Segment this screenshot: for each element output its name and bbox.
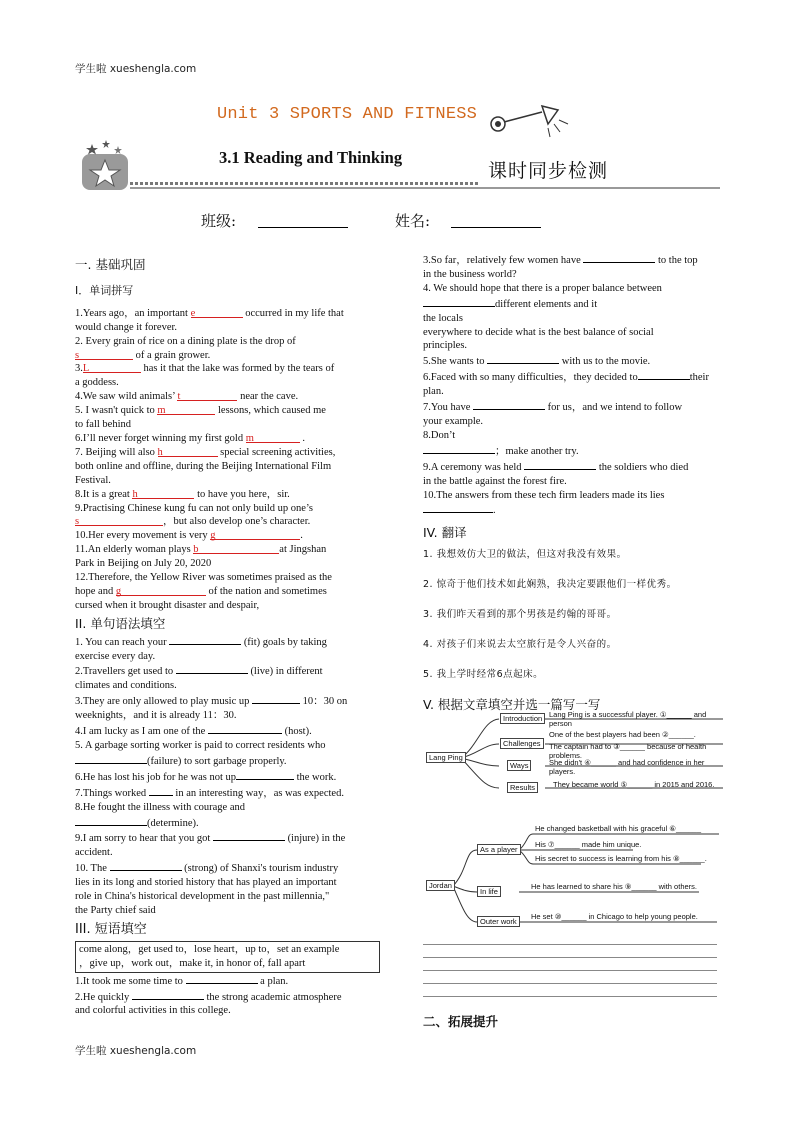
- answer-blank[interactable]: [193, 543, 279, 554]
- item-text: principles.: [423, 340, 468, 352]
- item-text: 9.A ceremony was held: [423, 461, 525, 473]
- exercise-item: [423, 353, 723, 369]
- item-text: 3.: [75, 363, 83, 375]
- answer-blank[interactable]: [75, 753, 147, 764]
- item-text: ，but also develop one’s character.: [163, 516, 311, 528]
- mind-map-lang-ping: [423, 706, 723, 802]
- answer-blank[interactable]: [638, 369, 690, 380]
- item-text: (strong) of Shanxi's tourism industry: [181, 863, 339, 875]
- answer-blank[interactable]: [75, 349, 133, 360]
- item-text: 8.He fought the illness with courage and: [75, 801, 245, 813]
- site-footer: 学生啦 xueshengla.com: [75, 1045, 197, 1057]
- item-text: the work.: [293, 771, 337, 783]
- exercise-item: [75, 801, 378, 831]
- exercise-item: [75, 785, 378, 801]
- exercise-item: [75, 634, 378, 664]
- exercise-item: [75, 769, 378, 785]
- item-text: ；make another try.: [495, 445, 579, 457]
- spelling-item: [75, 432, 378, 446]
- item-text: would change it forever.: [75, 321, 178, 333]
- item-text: 8.It is a great: [75, 488, 133, 500]
- exercise-item: [423, 489, 723, 519]
- spelling-item: [75, 571, 378, 613]
- map-center: Lang Ping: [426, 752, 466, 763]
- item-text: occurred in my life that: [242, 307, 344, 319]
- map-node: Outer work: [477, 916, 520, 927]
- item-text: role in China's historical development in the past millennia,": [75, 891, 330, 903]
- map-text: His ⑦______ made him unique.: [535, 840, 642, 849]
- item-text: climates and conditions.: [75, 680, 177, 692]
- item-text: their plan.: [423, 372, 709, 398]
- map-text: They became world ⑤______ in 2015 and 2016.: [553, 780, 715, 789]
- item-text: the Party chief said: [75, 904, 156, 916]
- item-text: with us to the movie.: [559, 356, 651, 368]
- item-text: at Jingshan: [279, 544, 327, 556]
- item-text: hope and: [75, 585, 116, 597]
- item-text: 11.An elderly woman plays: [75, 544, 194, 556]
- item-text: (injure) in the: [284, 833, 346, 845]
- item-text: 10. The: [75, 863, 110, 875]
- lesson-banner: [78, 96, 720, 196]
- exercise-item: [423, 369, 723, 399]
- answer-blank[interactable]: [423, 296, 495, 307]
- map-text: He has learned to share his ⑨______ with others.: [531, 882, 697, 891]
- lamp-icon: [486, 102, 572, 142]
- spelling-item: [75, 488, 378, 502]
- answer-blank[interactable]: [176, 663, 248, 674]
- stamp-title: 课时同步检测: [488, 160, 609, 182]
- item-text: 10：30 on: [300, 696, 348, 708]
- spelling-item: [75, 307, 378, 335]
- item-text: to have you here，sir.: [194, 488, 290, 500]
- answer-blank[interactable]: [158, 446, 218, 457]
- answer-initial: L: [82, 363, 90, 375]
- map-text: She didn't ④______ and had confidence in her players.: [549, 758, 705, 776]
- item-text: 7.Things worked: [75, 787, 149, 799]
- star-badge-icon: [78, 140, 134, 192]
- answer-initial: e: [190, 307, 196, 319]
- item-text: 7. Beijing will also: [75, 446, 158, 458]
- item-text: lessons, which caused me: [215, 405, 326, 417]
- item-text: everywhere to decide what is the best balance of social: [423, 326, 654, 338]
- spelling-item: [75, 446, 378, 488]
- item-text: weeknights，and it is already 11：30.: [75, 710, 237, 722]
- exercise-item: [75, 693, 378, 723]
- answer-blank[interactable]: [213, 830, 285, 841]
- item-text: a goddess.: [75, 377, 119, 389]
- answer-blank[interactable]: [186, 973, 258, 984]
- answer-initial: h: [157, 446, 163, 458]
- item-text: .: [300, 530, 303, 542]
- item-text: in an interesting way，as was expected.: [172, 787, 344, 799]
- item-text: special screening activities,: [217, 446, 336, 458]
- translation-list: [423, 548, 723, 682]
- answer-blank[interactable]: [423, 443, 495, 454]
- name-label: 姓名:: [395, 212, 431, 230]
- phrase-box: [75, 941, 380, 973]
- item-text: (host).: [281, 726, 312, 738]
- map-text: He set ⑩______ in Chicago to help young people.: [531, 912, 698, 921]
- item-text: to fall behind: [75, 419, 131, 431]
- item-text: near the cave.: [237, 391, 299, 403]
- name-field[interactable]: [451, 227, 541, 228]
- map-text: Lang Ping is a successful player. ①______ and person: [549, 710, 707, 728]
- item-text: both online and offline, during the Beijing International Film: [75, 460, 332, 472]
- part5-title: V. 根据文章填空并选一篇写一写: [423, 696, 601, 712]
- item-text: lies in its long and storied history that has played an important: [75, 877, 337, 889]
- exercise-item: [75, 723, 378, 739]
- answer-blank[interactable]: [246, 432, 300, 443]
- answer-initial: m: [157, 405, 166, 417]
- exercise-item: [75, 663, 378, 693]
- map-text: One of the best players had been ②______.: [549, 730, 696, 739]
- item-text: 6.I’ll never forget winning my first gold: [75, 432, 246, 444]
- lesson-title: 3.1 Reading and Thinking: [219, 148, 403, 167]
- part2-title: II. 单句语法填空: [75, 615, 166, 631]
- item-text: of a grain grower.: [133, 349, 211, 361]
- spelling-item: [75, 390, 378, 404]
- answer-initial: s: [75, 516, 80, 528]
- answer-blank[interactable]: [487, 353, 559, 364]
- answer-blank[interactable]: [83, 362, 141, 373]
- item-text: cursed when it brought disaster and despair,: [75, 599, 260, 611]
- exercise-item: [423, 252, 723, 282]
- item-text: (live) in different: [247, 666, 323, 678]
- part3-title: III. 短语填空: [75, 921, 147, 937]
- writing-area[interactable]: [423, 944, 717, 1009]
- exercise-item: [75, 973, 378, 989]
- item-text: 6.He has lost his job for he was not up: [75, 771, 236, 783]
- phrase-box-line: ，give up，work out，make it, in honor of, fall apart: [79, 957, 306, 969]
- item-text: 10.Her every movement is very: [75, 530, 211, 542]
- answer-initial: b: [193, 544, 199, 556]
- map-text: The captain had to ③______ because of health problems.: [549, 742, 707, 760]
- spelling-item: [75, 335, 378, 363]
- answer-initial: h: [132, 488, 138, 500]
- answer-blank[interactable]: [208, 723, 282, 734]
- right-column: [423, 252, 723, 712]
- answer-initial: t: [177, 391, 181, 403]
- part4-title: IV. 翻译: [423, 525, 467, 541]
- answer-blank[interactable]: [157, 404, 215, 415]
- translation-item: 4. 对孩子们来说去太空旅行是令人兴奋的。: [423, 638, 617, 650]
- map-node: Results: [507, 782, 538, 793]
- spelling-item: [75, 362, 378, 390]
- answer-blank[interactable]: [75, 815, 147, 826]
- spelling-list: [75, 307, 378, 613]
- item-text: 4. We should hope that there is a proper balance between: [423, 282, 662, 294]
- item-text: 3.They are only allowed to play music up: [75, 696, 252, 708]
- item-text: 5. I wasn't quick to: [75, 405, 158, 417]
- phrase-box-line: come along，get used to，lose heart，up to，set an example: [79, 943, 340, 955]
- item-text: .: [493, 505, 496, 517]
- map-node: Introduction: [500, 713, 545, 724]
- item-text: in the business world?: [423, 268, 517, 280]
- site-header: 学生啦 xueshengla.com: [75, 63, 197, 75]
- answer-blank[interactable]: [132, 488, 194, 499]
- spelling-item: [75, 404, 378, 432]
- map-text: He changed basketball with his graceful ⑥______: [535, 824, 701, 833]
- item-text: a plan.: [257, 975, 289, 987]
- item-text: Park in Beijing on July 20, 2020: [75, 558, 212, 570]
- map-node: Ways: [507, 760, 531, 771]
- exercise-item: [423, 282, 723, 354]
- map-text: His secret to success is learning from his ⑧______.: [535, 854, 707, 863]
- item-text: of the nation and sometimes: [205, 585, 327, 597]
- item-text: 5. A garbage sorting worker is paid to correct residents who: [75, 740, 326, 751]
- exercise-item: [75, 860, 378, 918]
- left-column: [75, 258, 378, 1018]
- answer-initial: g: [115, 585, 122, 597]
- phrase-list: [423, 252, 723, 518]
- item-text: your example.: [423, 415, 484, 427]
- item-text: has it that the lake was formed by the tears of: [140, 363, 335, 375]
- answer-blank[interactable]: [473, 399, 545, 410]
- grammar-list: [75, 634, 378, 918]
- item-text: 10.The answers from these tech firm leaders made its lies: [423, 489, 665, 501]
- map-node: In life: [477, 886, 501, 897]
- answer-blank[interactable]: [116, 585, 206, 596]
- item-text: (determine).: [147, 817, 199, 829]
- spelling-item: [75, 502, 378, 530]
- item-text: Festival.: [75, 474, 111, 486]
- exercise-item: [423, 459, 723, 489]
- exercise-item: [75, 739, 378, 769]
- item-text: the locals: [423, 312, 463, 324]
- item-text: 2.Travellers get used to: [75, 666, 176, 678]
- answer-blank[interactable]: [524, 459, 596, 470]
- answer-blank[interactable]: [110, 860, 182, 871]
- item-text: 2. Every grain of rice on a dining plate is the drop of: [75, 335, 296, 347]
- item-text: to the top: [655, 255, 698, 266]
- answer-blank[interactable]: [236, 769, 294, 780]
- exercise-item: [75, 830, 378, 860]
- item-text: and colorful activities in this college.: [75, 1005, 231, 1017]
- answer-blank[interactable]: [169, 634, 241, 645]
- answer-initial: g: [210, 530, 216, 542]
- answer-blank[interactable]: [252, 693, 300, 704]
- item-text: 8.Don’t: [423, 429, 456, 441]
- item-text: (fit) goals by taking: [241, 636, 327, 648]
- item-text: 7.You have: [423, 402, 473, 414]
- item-text: .: [299, 432, 305, 444]
- answer-blank[interactable]: [132, 989, 204, 1000]
- map-node: Challenges: [500, 738, 544, 749]
- exercise-item: [75, 989, 378, 1019]
- mind-map-jordan: [423, 820, 723, 930]
- translation-item: 2. 惊奇于他们技术如此娴熟，我决定要跟他们一样优秀。: [423, 579, 677, 591]
- answer-initial: m: [245, 432, 254, 444]
- item-text: 1.It took me some time to: [75, 975, 186, 987]
- map-center: Jordan: [426, 880, 455, 891]
- spelling-item: [75, 543, 378, 571]
- item-text: 5.She wants to: [423, 356, 488, 368]
- unit-title: Unit 3 SPORTS AND FITNESS: [217, 105, 478, 124]
- item-text: 12.Therefore, the Yellow River was sometimes praised as the: [75, 572, 332, 584]
- class-field[interactable]: [258, 227, 348, 228]
- item-text: 6.Faced with so many difficulties，they decided to: [423, 372, 638, 384]
- answer-blank[interactable]: [583, 252, 655, 263]
- item-text: exercise every day.: [75, 650, 156, 662]
- exercise-item: [423, 429, 723, 459]
- item-text: the strong academic atmosphere: [203, 991, 342, 1003]
- part6-title: 二、拓展提升: [423, 1014, 499, 1029]
- section-title: 一. 基础巩固: [75, 257, 146, 272]
- answer-blank[interactable]: [191, 307, 243, 318]
- item-text: 4.We saw wild animals’: [75, 391, 178, 403]
- answer-blank[interactable]: [177, 390, 237, 401]
- item-text: (failure) to sort garbage properly.: [147, 755, 287, 767]
- item-text: 9.I am sorry to hear that you got: [75, 833, 213, 845]
- exercise-item: [423, 399, 723, 429]
- answer-blank[interactable]: [149, 785, 173, 796]
- item-text: 2.He quickly: [75, 991, 132, 1003]
- class-label: 班级:: [201, 212, 237, 230]
- item-text: 4.I am lucky as I am one of the: [75, 726, 208, 738]
- item-text: 1.Years ago，an important: [75, 307, 191, 319]
- translation-item: 5. 我上学时经常6点起床。: [423, 668, 544, 680]
- item-text: 1. You can reach your: [75, 636, 170, 648]
- spelling-item: [75, 529, 378, 543]
- map-node: As a player: [477, 844, 521, 855]
- translation-item: 3. 我们昨天看到的那个男孩是约翰的哥哥。: [423, 609, 617, 621]
- answer-blank[interactable]: [423, 502, 493, 513]
- item-text: different elements and it: [495, 298, 598, 310]
- answer-initial: s: [75, 349, 80, 361]
- answer-blank[interactable]: [210, 529, 300, 540]
- item-text: the soldiers who died: [596, 461, 689, 473]
- translation-item: 1. 我想效仿大卫的做法，但这对我没有效果。: [423, 549, 627, 561]
- item-text: accident.: [75, 847, 113, 859]
- item-text: 3.So far，relatively few women have: [423, 255, 584, 266]
- answer-blank[interactable]: [75, 515, 163, 526]
- item-text: 9.Practising Chinese kung fu can not only build up one’s: [75, 502, 313, 514]
- item-text: in the battle against the forest fire.: [423, 475, 567, 487]
- item-text: for us，and we intend to follow: [544, 402, 683, 414]
- phrase-list: [75, 973, 378, 1019]
- part1-title: I．单词拼写: [75, 283, 134, 297]
